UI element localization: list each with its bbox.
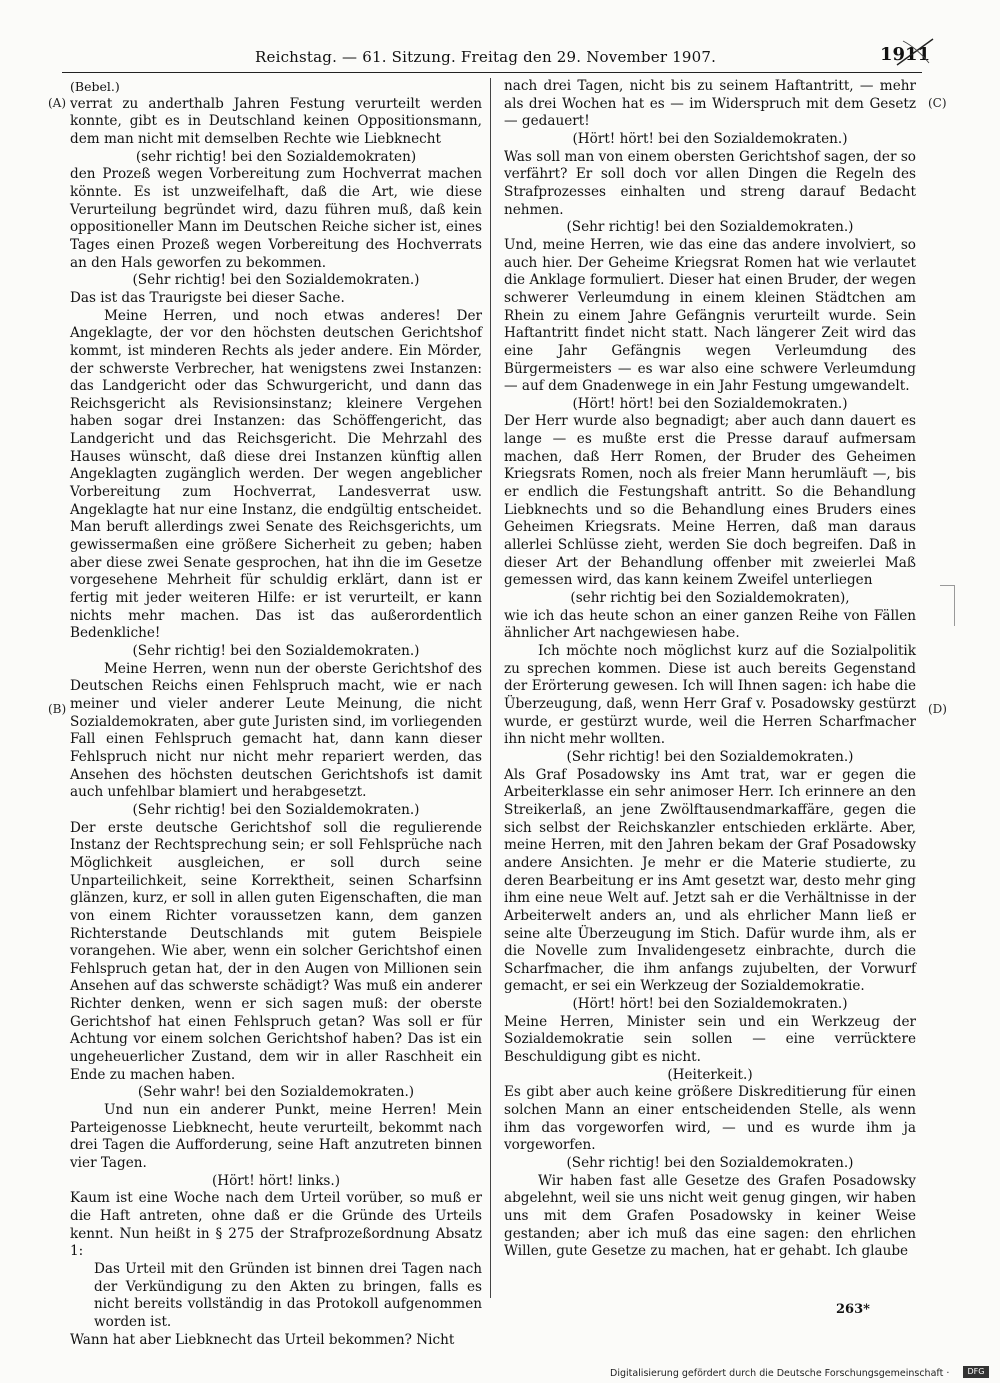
interjection: (Sehr richtig! bei den Sozialdemokraten.) [566, 1155, 854, 1172]
paragraph: wie ich das heute schon an einer ganzen Reihe von Fällen ähnlicher Art nachgewiesen habe. [504, 607, 916, 642]
interjection: (Hört! hört! links.) [211, 1172, 341, 1189]
header-rule [62, 72, 922, 73]
interjection: (Sehr richtig! bei den Sozialdemokraten.) [132, 643, 420, 659]
interjection: (Heiterkeit.) [667, 1066, 753, 1083]
margin-marker-d: (D) [928, 702, 947, 716]
paragraph: Kaum ist eine Woche nach dem Urteil vorüber, so muß er die Haft antreten, ohne daß er die Gründe des Urteils kennt. Nun heißt in § 275 der Strafprozeßordnung Absatz 1: [70, 1190, 482, 1260]
paragraph: Meine Herren, und noch etwas anderes! Der Angeklagte, der vor den höchsten deutschen Gerichtshof kommt, ist minderen Rechts als jeder andere. Ein Mörder, der schwerste Verbrecher, hat wenigstens zwei Instanzen: das Landgericht oder das Schwurgericht, und dann das Reichsgericht als Revisionsinstanz; kleinere Vergehen haben sogar drei Instanzen: das Schöffengericht, das Landgericht und das Reichsgericht. Die Mehrzahl des Hauses wünscht, daß diese drei Instanzen künftig allen Angeklagten zugänglich werden. Der wegen angeblicher Vorbereitung zum Hochverrat, Landesverrat usw. Angeklagte hat nur eine Instanz, die endgültig entscheidet. Man beruft allerdings zwei Senate des Reichsgerichts, um gewissermaßen eine größere Sicherheit zu geben; haben aber diese zwei Senate gesprochen, hat ihn die im Gesetze vorgesehene Mehrheit für schuldig erklärt, dann ist er fertig mit jeder weiteren Hilfe: er ist verurteilt, er kann nichts mehr machen. Das ist das außerordentlich Bedenkliche! [70, 307, 482, 642]
interjection: (Sehr richtig! bei den Sozialdemokraten.) [132, 272, 420, 289]
paragraph: den Prozeß wegen Vorbereitung zum Hochverrat machen könnte. Es ist unzweifelhaft, daß die Art, wie diese Verurteilung begründet wird, dazu führen muß, daß kein oppositioneller Mann im Deutschen Reiche sicher ist, eines Tages einen Prozeß wegen Vorbereitung des Hochverrats an den Hals geworfen zu bekommen. [70, 166, 482, 271]
paragraph: Der Herr wurde also begnadigt; aber auch dann dauert es lange — es mußte erst die Presse darauf aufmersam machen, daß Herr Romen, der Bruder des Geheimen Kriegsrats Romen, noch als freier Mann herumläuft —, bis er endlich die Festungshaft antritt. So die Behandlung Liebknechts und so die Behandlung eines Bruders eines Geheimen Kriegsrats. Meine Herren, daß man daraus allerlei Schlüsse zieht, werden Sie doch begreifen. Daß in dieser Art der Behandlung offenber mit zweierlei Maß gemessen wird, das kann keinem Zweifel unterliegen [504, 413, 916, 589]
paragraph: Ich möchte noch möglichst kurz auf die Sozialpolitik zu sprechen kommen. Diese ist auch bereits Gegenstand der Erörterung gewesen. Ich will Ihnen sagen: ich habe die Überzeugung, daß, wenn Herr Graf v. Posadowsky gestürzt wurde, er gestürzt wurde, weil die Herren Scharfmacher ihn nicht mehr wollten. [504, 643, 916, 748]
paragraph: Was soll man von einem obersten Gerichtshof sagen, der so verfährt? Er soll doch vor allen Dingen die Regeln des Strafprozesses einhalten und streng darauf Bedacht nehmen. [504, 148, 916, 218]
pencil-strike-mark [895, 35, 937, 69]
paragraph: Meine Herren, Minister sein und ein Werkzeug der Sozialdemokratie sein sollen — eine verrücktere Beschuldigung gibt es nicht. [504, 1013, 916, 1066]
right-column [504, 78, 916, 1261]
paragraph: Wir haben fast alle Gesetze des Grafen Posadowsky abgelehnt, weil sie uns nicht weit genug gingen, wir haben uns mit dem Grafen Posadowsky in keiner Weise gestanden; aber ich muß das eine sagen: den ehrlichen Willen, gute Gesetze zu machen, hat er gehabt. Ich glaube [504, 1172, 916, 1260]
paragraph: Der erste deutsche Gerichtshof soll die regulierende Instanz der Rechtsprechung sein; er soll Fehlsprüche nach Möglichkeit ausgleichen, er soll durch seine Unparteilichkeit, seine Korrektheit, seinen Scharfsinn glänzen, kurz, er soll in allen guten Eigenschaften, die man von einem Richter voraussetzen kann, dem ganzen Richterstande Deutschlands mit gutem Beispiele vorangehen. Wie aber, wenn ein solcher Gerichtshof einen Fehlspruch getan hat, der in den Augen von Millionen sein Ansehen auf das schwerste schädigt? Was muß ein anderer Richter denken, wenn er sich sagen muß: der oberste Gerichtshof hat einen Fehlspruch getan? Was soll er für Achtung vor einem solchen Gerichtshof haben? Das ist ein ungeheuerlicher Zustand, dem wir in aller Raschheit ein Ende zu machen haben. [70, 819, 482, 1083]
paragraph: nach drei Tagen, nicht bis zu seinem Haftantritt, — mehr als drei Wochen hat es — im Widerspruch mit dem Gesetz — gedauert! [504, 78, 916, 130]
interjection: (sehr richtig bei den Sozialdemokraten), [570, 590, 850, 607]
paragraph: Wann hat aber Liebknecht das Urteil bekommen? Nicht [70, 1331, 455, 1348]
pencil-margin-mark [940, 585, 955, 626]
paragraph: Und, meine Herren, wie das eine das andere involviert, so auch hier. Der Geheime Kriegsrat Romen hat wie verlautet die Anklage formuliert. Dieser hat einen Bruder, der wegen schwerer Verleumdung in einem kleinen Städtchen am Rhein zu einem Jahre Gefängnis verurteilt wurde. Sein Haftantritt findet nicht statt. Nach längerer Zeit wird das eine Jahr Gefängnis wegen Verleumdung des Bürgermeisters — es war also eine schwere Verleumdung — auf dem Gnadenwege in ein Jahr Festung umgewandelt. [504, 236, 916, 395]
interjection: (Sehr richtig! bei den Sozialdemokraten.) [132, 801, 420, 818]
paragraph: Und nun ein anderer Punkt, meine Herren! Mein Parteigenosse Liebknecht, heute verurteilt, bekommt nach drei Tagen die Aufforderung, seine Haft anzutreten binnen vier Tagen. [70, 1102, 482, 1172]
left-column [70, 78, 482, 1349]
running-title: Reichstag. — 61. Sitzung. Freitag den 29. November 1907. [255, 48, 717, 66]
interjection: (Hört! hört! bei den Sozialdemokraten.) [572, 996, 848, 1013]
dfg-credit: Digitalisierung gefördert durch die Deutsche Forschungsgemeinschaft · [610, 1368, 950, 1379]
paragraph: Es gibt aber auch keine größere Diskreditierung für einen solchen Mann an einer entscheidenden Stelle, als wenn ihm das vorgeworfen wird, — und es wurde ihm ja vorgeworfen. [504, 1084, 916, 1154]
quoted-statute: Das Urteil mit den Gründen ist binnen drei Tagen nach der Verkündigung zu den Akten zu bringen, falls es nicht bereits vollständig in das Protokoll aufgenommen worden ist. [94, 1260, 482, 1330]
interjection: (Sehr richtig! bei den Sozialdemokraten.) [566, 219, 854, 236]
interjection: (Hört! hört! bei den Sozialdemokraten.) [572, 395, 848, 412]
interjection: (Hört! hört! bei den Sozialdemokraten.) [572, 130, 848, 147]
paragraph: Als Graf Posadowsky ins Amt trat, war er gegen die Arbeiterklasse ein sehr animoser Herr. Ich erinnere an den Streikerlaß, an jene Zwölftausendmarkaffäre, gegen die sich selbst der Reichskanzler entschieden erklärte. Aber, meine Herren, mit den Jahren bekam der Graf Posadowsky andere Ansichten. Je mehr er die Materie studierte, zu deren Bearbeitung er ins Amt gesetzt war, desto mehr ging ihm eine neue Welt auf. Jetzt sah er die Verhältnisse in der Arbeiterwelt anders an, und als ehrlicher Mann ließ er seine alte Überzeugung im Stich. Dafür wurde ihm, als er die Novelle zum Invalidengesetz einbrachte, durch die Scharfmacher, die ihm anfangs zujubelten, der Vorwurf gemacht, er sei ein Werkzeug der Sozialdemokratie. [504, 766, 916, 995]
interjection: (Sehr wahr! bei den Sozialdemokraten.) [137, 1084, 415, 1101]
margin-marker-b: (B) [48, 702, 67, 716]
dfg-logo: DFG [963, 1366, 989, 1378]
margin-marker-c: (C) [928, 96, 947, 110]
column-divider [490, 78, 491, 1298]
interjection: (Sehr richtig! bei den Sozialdemokraten.) [566, 748, 854, 765]
page-number: 1911 [880, 44, 931, 65]
paragraph: Meine Herren, wenn nun der oberste Gerichtshof des Deutschen Reichs einen Fehlspruch macht, wie er nach meiner und vieler anderer Leute Meinung, die nicht Sozialdemokraten, aber gute Juristen sind, im vorliegenden Fall einen Fehlspruch gemacht hat, dann kann dieser Fehlspruch nicht nur nicht mehr repariert werden, das Ansehen des höchsten deutschen Gerichtshofs ist damit auch unfehlbar blamiert und herabgesetzt. [70, 660, 482, 801]
interjection: (sehr richtig! bei den Sozialdemokraten) [135, 148, 417, 165]
paragraph: verrat zu anderthalb Jahren Festung verurteilt werden konnte, gibt es in Deutschland keinen Oppositionsmann, dem man nicht mit demselben Rechte wie Liebknecht [70, 95, 482, 147]
speaker-label: (Bebel.) [70, 79, 120, 94]
paragraph: Das ist das Traurigste bei dieser Sache. [70, 289, 345, 306]
margin-marker-a: (A) [48, 96, 67, 110]
signature-mark: 263* [836, 1302, 870, 1317]
